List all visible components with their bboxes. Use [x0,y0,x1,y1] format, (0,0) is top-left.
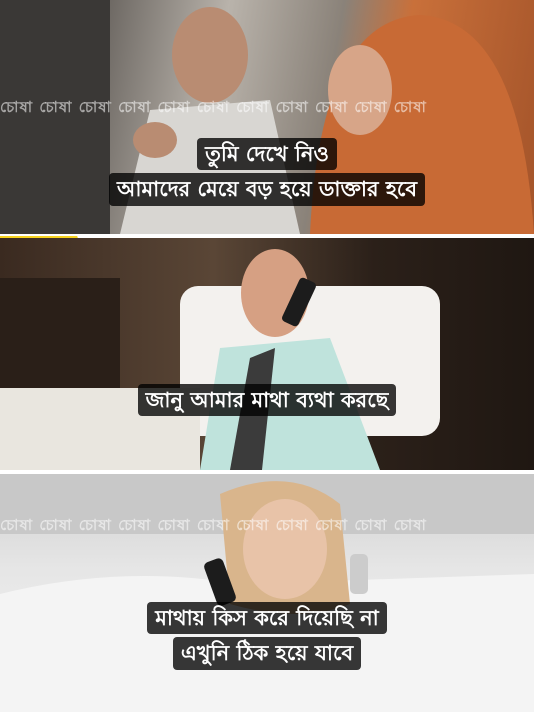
caption-block-1 [10,138,524,206]
panel-parents [0,0,534,234]
caption-line: তুমি দেখে নিও [197,138,337,170]
watermark-top: চোষা চোষা চোষা চোষা চোষা চোষা চোষা চোষা চোষা চোষা চোষা [0,98,427,116]
wife-photo [0,474,534,712]
caption-block-3 [10,602,524,670]
caption-line: জানু আমার মাথা ব্যথা করছে [138,384,397,416]
panel-wife [0,474,534,712]
caption-line: মাথায় কিস করে দিয়েছি না [147,602,387,634]
watermark-bottom: চোষা চোষা চোষা চোষা চোষা চোষা চোষা চোষা চোষা চোষা চোষা [0,516,427,534]
caption-line: এখুনি ঠিক হয়ে যাবে [173,637,361,669]
panel-husband [0,238,534,470]
husband-photo [0,238,534,470]
caption-block-2 [10,384,524,416]
caption-line: আমাদের মেয়ে বড় হয়ে ডাক্তার হবে [109,173,425,205]
